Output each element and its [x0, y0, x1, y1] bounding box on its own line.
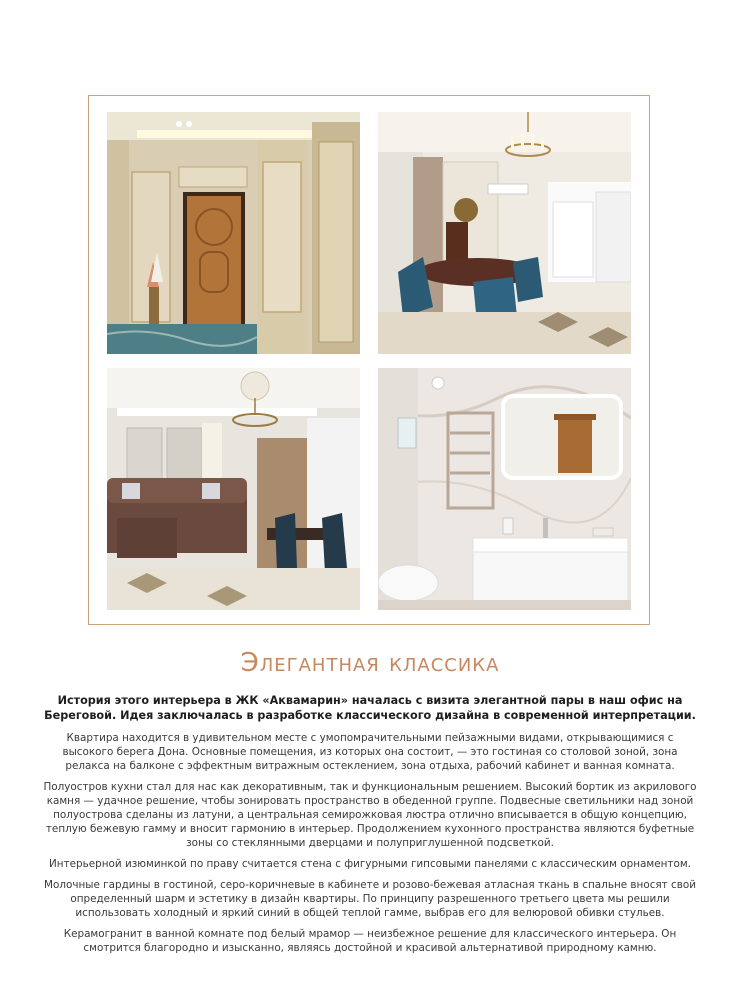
body-paragraph: Полуостров кухни стал для нас как декоративным, так и функциональным решением. Высокий бортик из акрилового камня — удачное решение, чтобы зонировать пространство в обеденной группе. Подвесные светильники над зоной полуострова сделаны из латуни, а центральная семирожковая люстра отлично вписывается в общую концепцию, теплую бежевую гамму и вносит гармонию в интерьер. Продолжением кухонного пространства являются буфетные зоны со стеклянными дверцами и полуприглушенной подсветкой.	[43, 781, 697, 849]
hallway-photo	[107, 112, 360, 354]
body-paragraph: Керамогранит в ванной комнате под белый мрамор — неизбежное решение для классического интерьера. Он смотрится благородно и изысканно, являясь достойной и красивой альтернативой природному камню.	[63, 928, 677, 954]
living-room-photo	[107, 368, 360, 610]
lead-paragraph: История этого интерьера в ЖК «Аквамарин» началась с визита элегантной пары в наш офис на Береговой. Идея заключалась в разработке классического дизайна в современной интерпретации.	[44, 694, 696, 722]
bathroom-photo	[378, 368, 631, 610]
body-paragraph: Молочные гардины в гостиной, серо-коричневые в кабинете и розово-бежевая атласная ткань в спальне вносят свой определенный шарм и эстетику в дизайн квартиры. По принципу разрешенного третьего цвета мы решили использовать холодный и яркий синий в общей теплой гамме, выбрав его для велюровой обивки стульев.	[44, 879, 696, 919]
body-paragraph: Квартира находится в удивительном месте с умопомрачительными пейзажными видами, открывающимися с высокого берега Дона. Основные помещения, из которых она состоит, — это гостиная со столовой зоной, зона релакса на балконе с эффектным витражным остеклением, зона отдыха, рабочий кабинет и ванная комната.	[62, 732, 678, 772]
body-paragraph: Интерьерной изюминкой по праву считается стена с фигурными гипсовыми панелями с классическим орнаментом.	[49, 858, 691, 870]
page-title: Элегантная классика	[240, 648, 500, 678]
dining-photo	[378, 112, 631, 354]
article-body	[40, 693, 700, 962]
